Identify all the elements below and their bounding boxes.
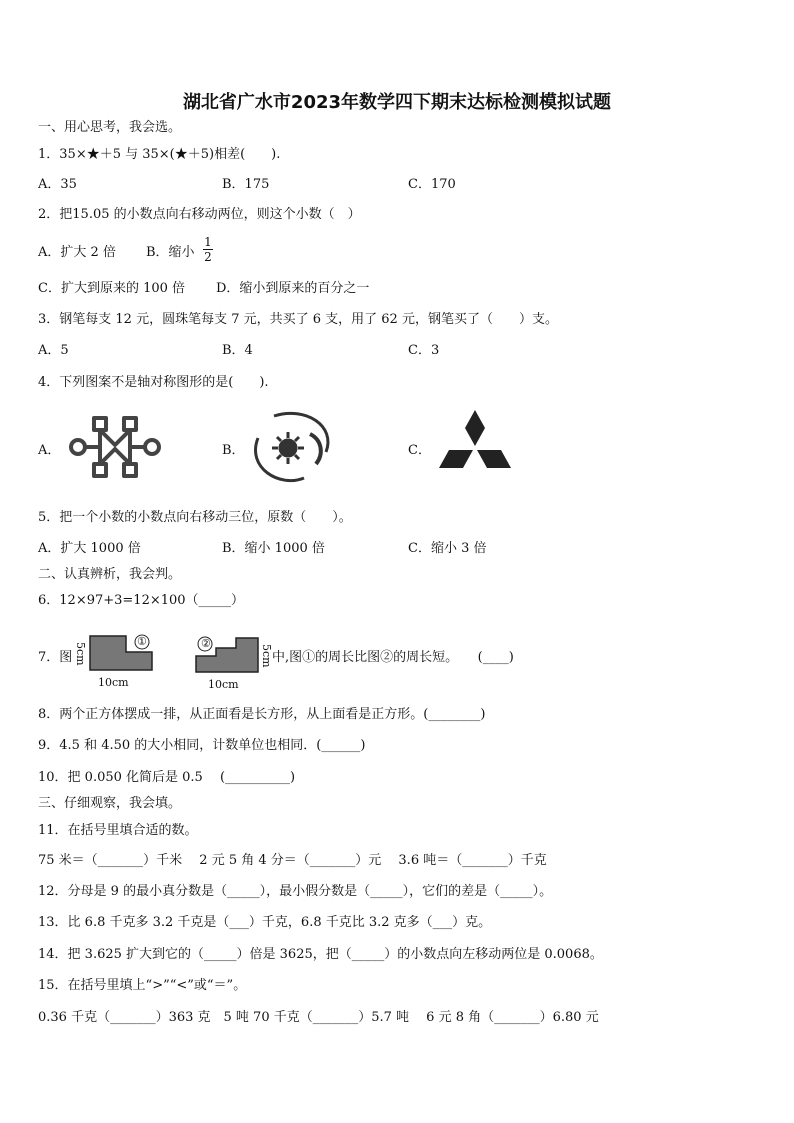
perimeter-figure-2 (194, 634, 274, 694)
q15-stem: 15．在括号里填上“>”“<”或“＝”。 (38, 978, 247, 993)
q1-option-a: A．35 (38, 177, 77, 192)
q3-option-b: B．4 (222, 343, 253, 358)
q4-option-c: C． (408, 443, 431, 458)
fig2-height-label: 5cm (260, 644, 273, 668)
section-2-heading: 二、认真辨析，我会判。 (38, 567, 182, 582)
swirl-emblem-figure (244, 408, 340, 488)
section-3-heading: 三、仔细观察，我会填。 (38, 796, 182, 811)
q2-stem: 2．把15.05 的小数点向右移动两位，则这个小数（ ） (38, 207, 361, 222)
q2-option-d: D．缩小到原来的百分之一 (216, 281, 370, 296)
fraction-denominator: 2 (204, 250, 212, 264)
q4-stem: 4．下列图案不是轴对称图形的是( ). (38, 375, 269, 390)
q11-stem: 11．在括号里填合适的数。 (38, 823, 198, 838)
q3-option-a: A．5 (38, 343, 69, 358)
q15-line: 0.36 千克（_______）363 克 5 吨 70 千克（_______）5.7 吨 6 元 8 角（_______）6.80 元 (38, 1010, 599, 1025)
fraction-numerator: 1 (204, 235, 212, 249)
q2-option-b: B．缩小 (146, 245, 195, 260)
q5-option-a: A．扩大 1000 倍 (38, 541, 141, 556)
section-1-heading: 一、用心思考，我会选。 (38, 120, 182, 135)
q2-option-c: C．扩大到原来的 100 倍 (38, 281, 186, 296)
perimeter-figure-1 (74, 632, 156, 692)
q7-text: 中,图①的周长比图②的周长短。 (____) (272, 650, 514, 665)
q10: 10．把 0.050 化简后是 0.5 (__________) (38, 770, 296, 785)
q4-option-a: A． (38, 443, 61, 458)
q13: 13．比 6.8 千克多 3.2 千克是（___）千克，6.8 千克比 3.2 克多（___）克。 (38, 915, 492, 930)
q2-fraction (203, 236, 213, 263)
q5-option-c: C．缩小 3 倍 (408, 541, 487, 556)
page-title: 湖北省广水市2023年数学四下期末达标检测模拟试题 (182, 92, 612, 113)
q9: 9．4.5 和 4.50 的大小相同，计数单位也相同．(______) (38, 738, 366, 753)
q14: 14．把 3.625 扩大到它的（_____）倍是 3625，把（_____）的小数点向左移动两位是 0.0068。 (38, 947, 603, 962)
fig1-number: ① (137, 635, 147, 648)
q3-stem: 3．钢笔每支 12 元，圆珠笔每支 7 元，共买了 6 支，用了 62 元，钢笔买了（ ）支。 (38, 312, 558, 327)
q3-option-c: C．3 (408, 343, 440, 358)
q2-option-a: A．扩大 2 倍 (38, 245, 116, 260)
q8: 8．两个正方体摆成一排，从正面看是长方形，从上面看是正方形。(________) (38, 707, 486, 722)
q11-line: 75 米＝（_______）千米 2 元 5 角 4 分＝（_______）元 3.6 吨＝（_______）千克 (38, 853, 547, 868)
q6: 6．12×97+3=12×100（_____） (38, 593, 245, 608)
chinese-knot-figure (64, 412, 166, 482)
fig1-width-label: 10cm (98, 676, 129, 689)
fig2-number: ② (201, 637, 211, 650)
q4-option-b: B． (222, 443, 245, 458)
q1-option-b: B．175 (222, 177, 270, 192)
fig2-width-label: 10cm (208, 678, 239, 691)
three-diamonds-figure (436, 408, 514, 488)
q1-stem: 1．35×★＋5 与 35×(★＋5)相差( ). (38, 147, 281, 162)
q7-prefix: 7．图 (38, 650, 73, 665)
q1-option-c: C．170 (408, 177, 456, 192)
q12: 12．分母是 9 的最小真分数是（_____），最小假分数是（_____），它们的差是（_____）。 (38, 884, 553, 899)
q5-option-b: B．缩小 1000 倍 (222, 541, 325, 556)
q5-stem: 5．把一个小数的小数点向右移动三位，原数（ ）。 (38, 510, 352, 525)
fig1-height-label: 5cm (74, 642, 87, 666)
